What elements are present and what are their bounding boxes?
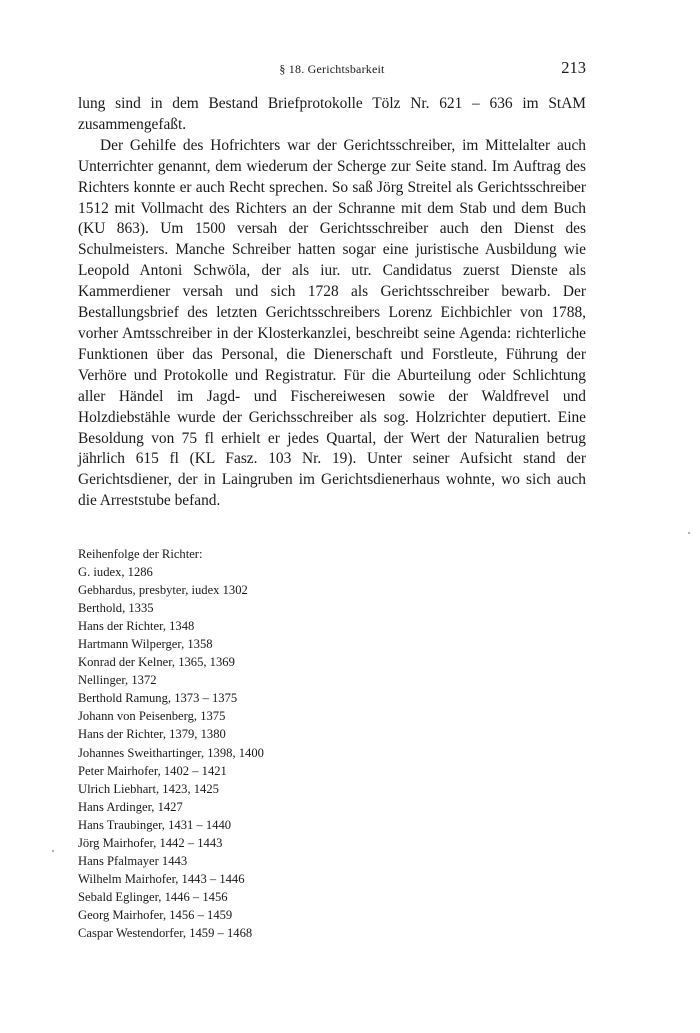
page-number: 213 bbox=[561, 58, 586, 77]
judge-entry: Berthold Ramung, 1373 – 1375 bbox=[78, 691, 238, 706]
judge-entry: G. iudex, 1286 bbox=[78, 565, 153, 580]
judge-entry: Wilhelm Mairhofer, 1443 – 1446 bbox=[78, 871, 245, 886]
judge-entry: Hans der Richter, 1348 bbox=[78, 619, 195, 634]
judge-entry: Ulrich Liebhart, 1423, 1425 bbox=[78, 781, 219, 796]
judges-list-section bbox=[78, 545, 586, 942]
scan-speck bbox=[688, 532, 690, 534]
paragraph-gerichtsschreiber: Der Gehilfe des Hofrichters war der Gerichtsschreiber, im Mittelalter auch Unterrichter genannt, dem wiederum der Scherge zur Seite stand. Im Auftrag des Richters konnte er auch Recht sprechen. So saß Jörg Streitel als Gerichtsschreiber 1512 mit Vollmacht des Richters an der Schranne mit dem Stab und dem Buch (KU 863). Um 1500 versah der Gerichtsschreiber auch den Dienst des Schulmeisters. Manche Schreiber hatten sogar eine juristische Ausbildung wie Leopold Antoni Schwöla, der als iur. utr. Candidatus zuerst Dienste als Kammerdiener versah und sich 1728 als Gerichtsschreiber bewarb. Der Bestallungsbrief des letzten Gerichtsschreibers Lorenz Eichbichler von 1788, vorher Amtsschreiber in der Klosterkanzlei, beschreibt seine Agenda: richterliche Funktionen über das Personal, die Dienerschaft und Forstleute, Führung der Verhöre und Protokolle und Registratur. Für die Aburteilung oder Schlichtung aller Händel im Jagd- und Fischereiwesen sowie der Waldfrevel und Holzdiebstähle wurde der Gerichsschreiber als sog. Holzrichter deputiert. Eine Besoldung von 75 fl erhielt er jedes Quartal, der Wert der Naturalien betrug jährlich 615 fl (KL Fasz. 103 Nr. 19). Unter seiner Aufsicht stand der Gerichtsdiener, der in Laingruben im Gerichtsdienerhaus wohnte, wo sich auch die Arreststube befand. bbox=[78, 136, 586, 510]
judge-entry: Konrad der Kelner, 1365, 1369 bbox=[78, 655, 235, 670]
judge-entry: Berthold, 1335 bbox=[78, 601, 154, 616]
judges-list-heading: Reihenfolge der Richter: bbox=[78, 547, 203, 561]
running-head: § 18. Gerichtsbarkeit bbox=[279, 62, 385, 76]
judge-entry: Peter Mairhofer, 1402 – 1421 bbox=[78, 763, 227, 778]
main-text bbox=[78, 94, 586, 512]
judge-entry: Hans Traubinger, 1431 – 1440 bbox=[78, 817, 232, 832]
judge-entry: Georg Mairhofer, 1456 – 1459 bbox=[78, 907, 233, 922]
judge-entry: Johannes Sweithartinger, 1398, 1400 bbox=[78, 745, 264, 760]
judge-entry: Hans Ardinger, 1427 bbox=[78, 799, 183, 814]
judge-entry: Johann von Peisenberg, 1375 bbox=[78, 709, 226, 724]
judge-entry: Hans Pfalmayer 1443 bbox=[78, 853, 188, 868]
judge-entry: Nellinger, 1372 bbox=[78, 673, 157, 688]
judge-entry: Sebald Eglinger, 1446 – 1456 bbox=[78, 889, 228, 904]
judge-entry: Hartmann Wilperger, 1358 bbox=[78, 637, 213, 652]
judge-entry: Caspar Westendorfer, 1459 – 1468 bbox=[78, 925, 253, 940]
paragraph-continuation: lung sind in dem Bestand Briefprotokolle Tölz Nr. 621 – 636 im StAM zusammengefaßt. bbox=[78, 95, 586, 133]
judge-entry: Jörg Mairhofer, 1442 – 1443 bbox=[78, 835, 223, 850]
judge-entry: Gebhardus, presbyter, iudex 1302 bbox=[78, 583, 248, 598]
judge-entry: Hans der Richter, 1379, 1380 bbox=[78, 727, 226, 742]
scan-speck bbox=[52, 850, 54, 852]
page-header bbox=[78, 58, 586, 82]
judges-list bbox=[78, 563, 586, 942]
